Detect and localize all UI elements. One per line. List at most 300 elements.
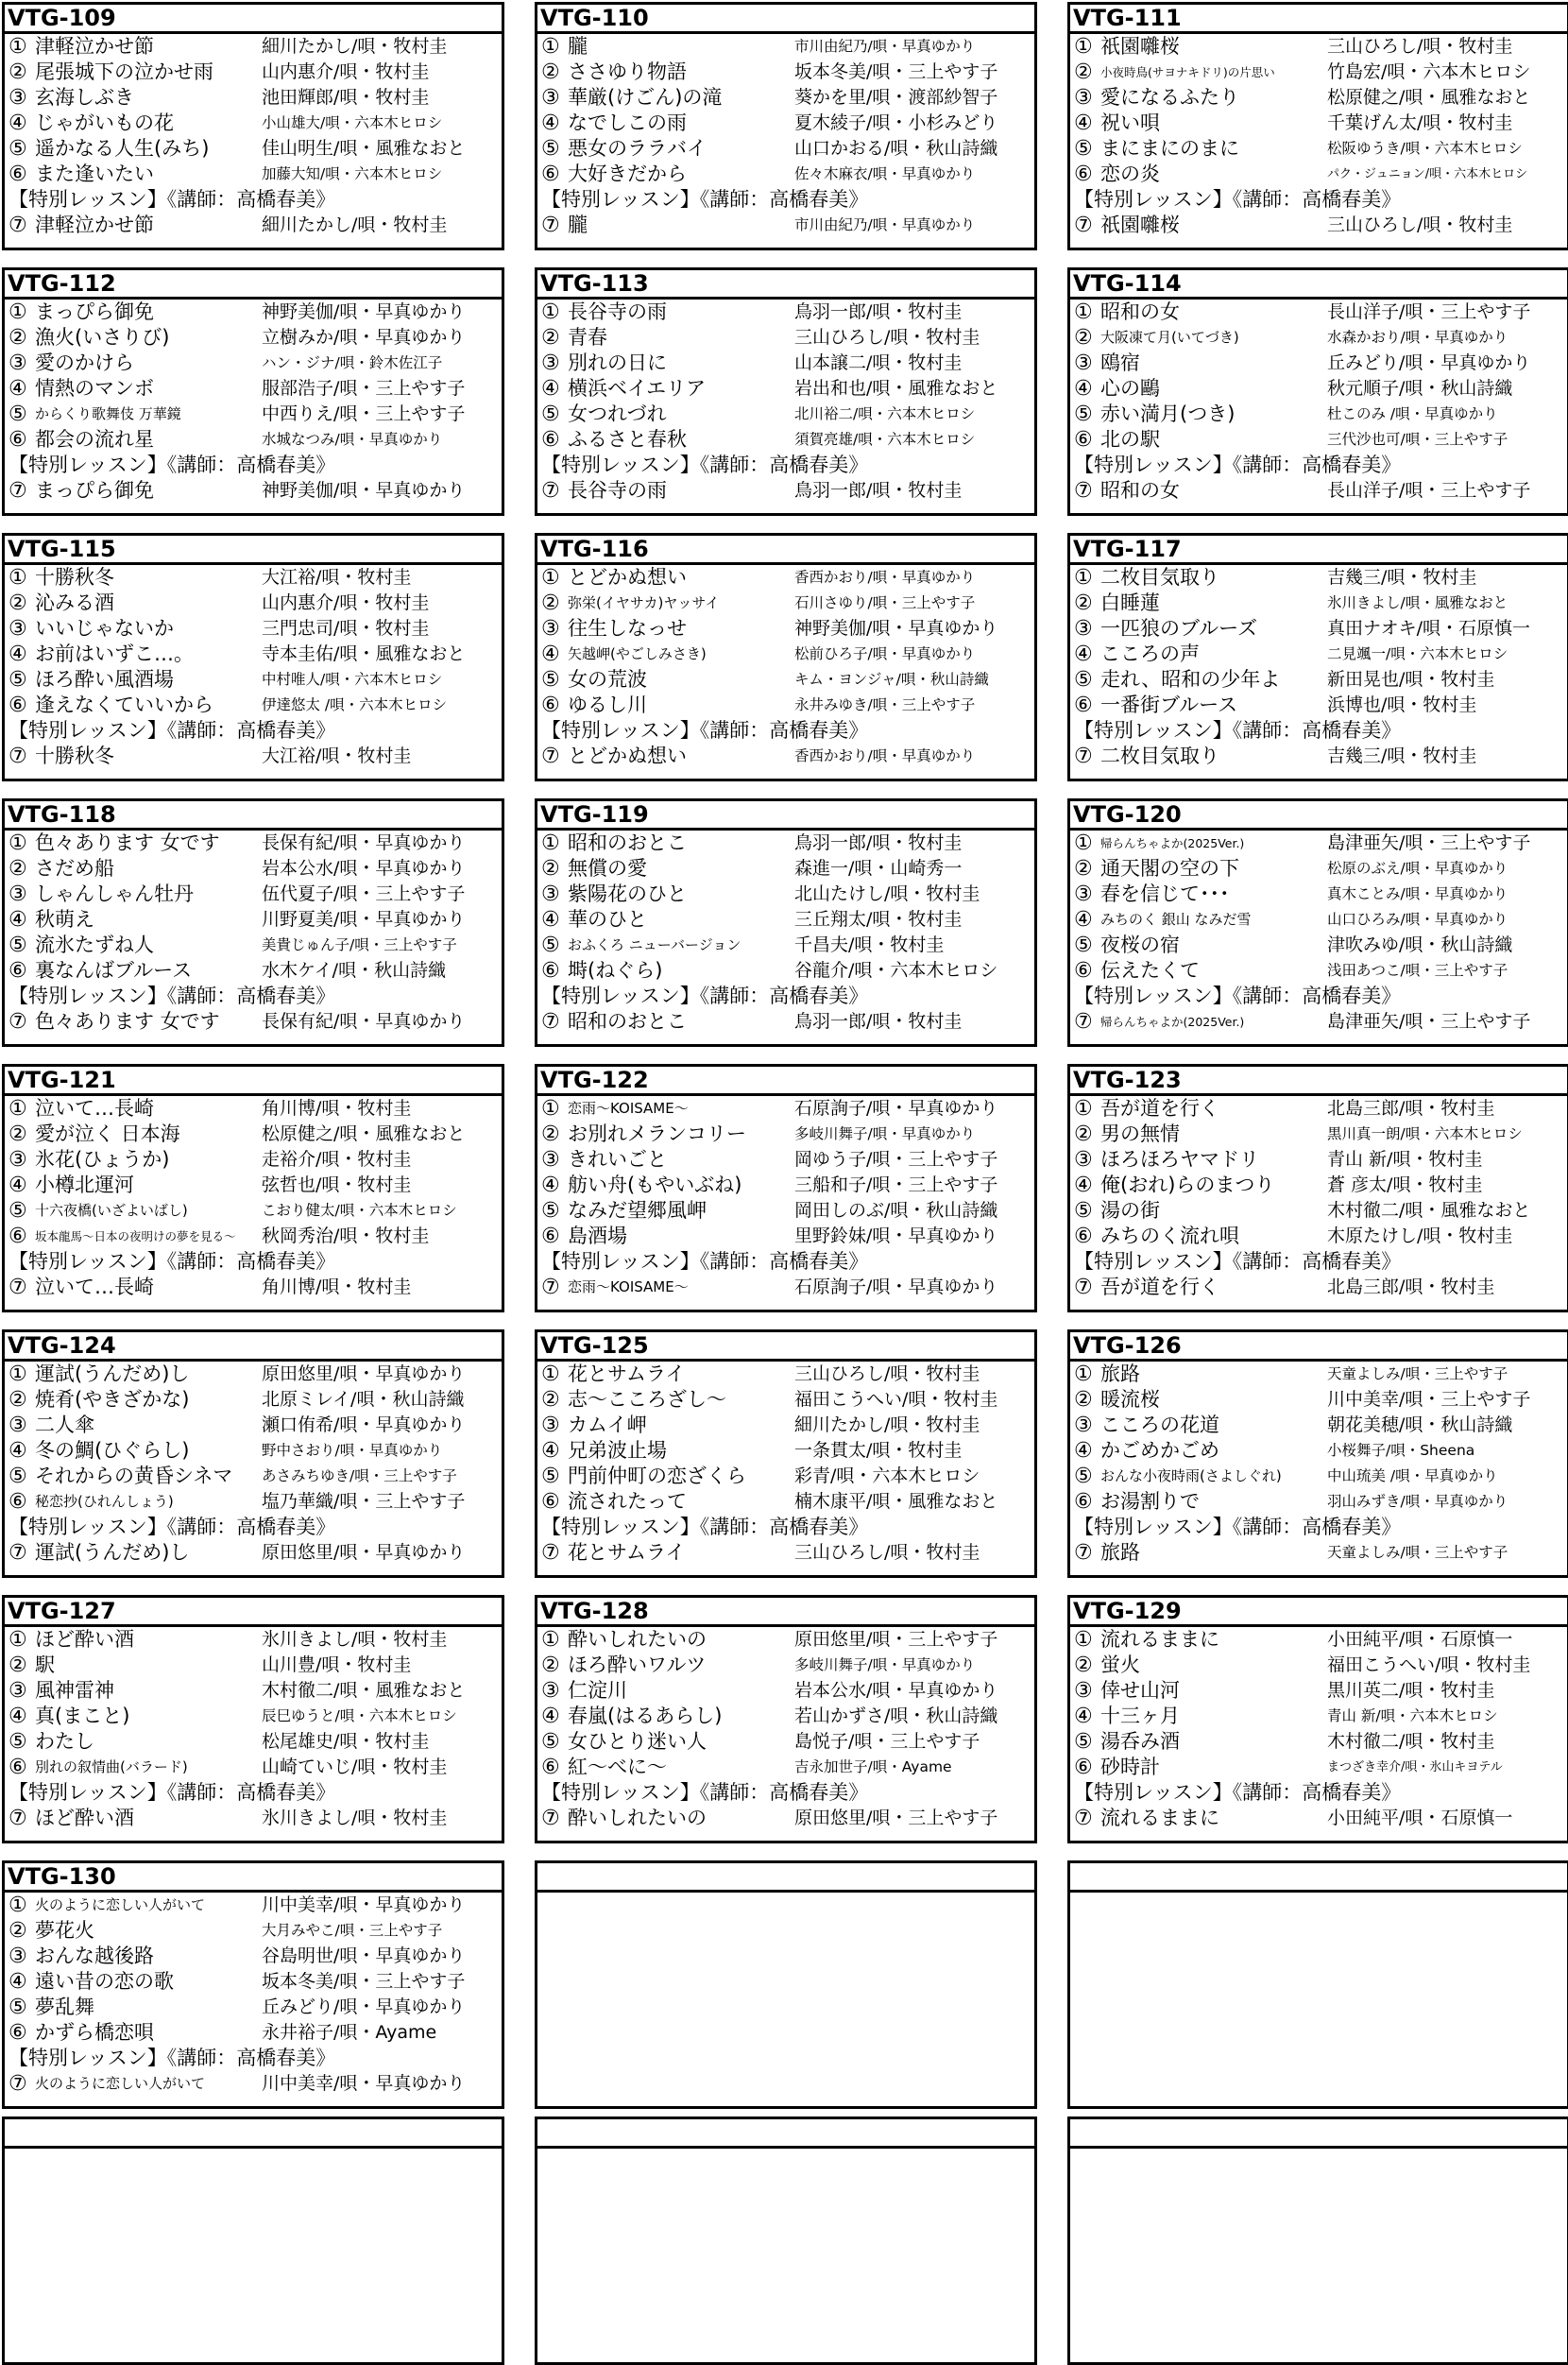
song-number: ① — [541, 1362, 560, 1386]
song-artist: 市川由紀乃/唄・早真ゆかり — [794, 216, 976, 233]
song-row — [1074, 1224, 1565, 1249]
song-artist: 浜博也/唄・牧村圭 — [1327, 694, 1477, 715]
song-title: 湯呑み酒 — [1100, 1730, 1180, 1753]
lesson-card — [2, 1860, 504, 2109]
song-title: かごめかごめ — [1100, 1439, 1219, 1462]
song-row — [9, 1173, 500, 1198]
song-title: 都会の流れ星 — [35, 428, 154, 451]
song-artist: 氷川きよし/唄・風雅なおと — [1327, 594, 1508, 611]
song-number: ③ — [541, 883, 560, 906]
song-artist: 角川博/唄・牧村圭 — [262, 1098, 412, 1119]
song-artist: 真木ことみ/唄・早真ゆかり — [1327, 885, 1508, 902]
special-lesson-note: 【特別レッスン】《講師：高橋春美》 — [1074, 1250, 1402, 1273]
song-number: ④ — [541, 377, 560, 401]
song-title: また逢いたい — [35, 163, 154, 185]
song-row — [1074, 933, 1565, 958]
lesson-card — [1067, 1064, 1568, 1312]
song-artist: 山本譲二/唄・牧村圭 — [794, 352, 963, 373]
lesson-card — [535, 1329, 1037, 1578]
song-number: ③ — [1074, 351, 1093, 375]
song-number: ⑤ — [1074, 1465, 1093, 1488]
song-artist: 夏木綾子/唄・小杉みどり — [794, 112, 998, 133]
card-code: VTG-125 — [537, 1332, 1034, 1362]
lesson-card — [535, 1595, 1037, 1843]
song-artist: 池田輝郎/唄・牧村圭 — [262, 87, 430, 108]
song-title: ほど酔い酒 — [35, 1628, 134, 1651]
song-number: ② — [9, 1123, 27, 1146]
song-row — [541, 300, 1032, 325]
song-number: ② — [9, 1388, 27, 1412]
song-row — [9, 1918, 500, 1944]
song-number: ③ — [541, 86, 560, 110]
song-number: ⑤ — [1074, 668, 1093, 692]
song-number: ⑥ — [541, 694, 560, 717]
song-row — [541, 1755, 1032, 1780]
song-artist: 坂本冬美/唄・三上やす子 — [794, 61, 998, 82]
song-row — [541, 1224, 1032, 1249]
special-lesson-note: 【特別レッスン】《講師：高橋春美》 — [541, 985, 869, 1007]
song-artist: 多岐川舞子/唄・早真ゆかり — [794, 1125, 976, 1142]
song-row — [1074, 1096, 1565, 1122]
song-title: まっぴら御免 — [35, 479, 154, 502]
song-number: ⑥ — [1074, 959, 1093, 983]
song-row — [1074, 958, 1565, 984]
song-title: 漁火(いさりび) — [35, 326, 170, 349]
song-artist: 松原のぶえ/唄・早真ゆかり — [1327, 860, 1508, 877]
song-number: ③ — [1074, 617, 1093, 641]
song-row — [541, 1729, 1032, 1755]
song-number: ⑦ — [1074, 1010, 1093, 1034]
lesson-card — [535, 798, 1037, 1047]
song-title: 愛になるふたり — [1100, 86, 1239, 109]
song-row — [541, 831, 1032, 856]
song-row — [541, 402, 1032, 427]
song-title: 十三ヶ月 — [1100, 1705, 1180, 1727]
song-artist: 原田悠里/唄・早真ゆかり — [262, 1363, 466, 1384]
song-title: こころの声 — [1100, 643, 1200, 665]
song-title: ほろほろヤマドリ — [1100, 1148, 1259, 1171]
song-row — [541, 616, 1032, 642]
song-artist: 蒼 彦太/唄・牧村圭 — [1327, 1174, 1483, 1195]
song-row — [9, 1464, 500, 1489]
song-row — [9, 300, 500, 325]
song-row — [9, 1198, 500, 1224]
song-title: 吾が道を行く — [1100, 1276, 1219, 1298]
song-artist: 青山 新/唄・牧村圭 — [1327, 1149, 1483, 1170]
song-title: 色々あります 女です — [35, 1010, 220, 1033]
special-lesson-note: 【特別レッスン】《講師：高橋春美》 — [1074, 1516, 1402, 1538]
song-artist: 伊達悠太 /唄・六本木ヒロシ — [262, 696, 448, 713]
song-title: おんな越後路 — [35, 1945, 154, 1967]
song-artist: 大江裕/唄・牧村圭 — [262, 745, 412, 766]
song-title: 尾張城下の泣かせ雨 — [35, 60, 213, 83]
song-artist: 原田悠里/唄・三上やす子 — [794, 1629, 998, 1650]
song-row — [9, 1729, 500, 1755]
song-list — [5, 831, 502, 1035]
song-artist: 中村唯人/唄・六本木ヒロシ — [262, 671, 443, 688]
song-title: 一匹狼のブルーズ — [1100, 617, 1258, 640]
song-artist: 谷島明世/唄・早真ゆかり — [262, 1945, 466, 1966]
song-number: ② — [9, 1654, 27, 1677]
lesson-song-row — [1074, 213, 1565, 238]
song-title: とどかぬ想い — [568, 566, 687, 589]
song-title: 流れるままに — [1100, 1807, 1219, 1829]
song-number: ④ — [9, 1439, 27, 1463]
song-title: じゃがいもの花 — [35, 111, 174, 134]
card-code: VTG-121 — [5, 1067, 502, 1096]
song-title: 秘恋抄(ひれんしょう) — [35, 1493, 174, 1510]
song-row — [541, 60, 1032, 85]
song-title: なでしこの雨 — [568, 111, 687, 134]
song-number: ⑤ — [541, 1199, 560, 1223]
song-number: ① — [1074, 35, 1093, 59]
song-artist: 浅田あつこ/唄・三上やす子 — [1327, 962, 1508, 979]
song-title: きれいごと — [568, 1148, 667, 1171]
song-artist: 永井裕子/唄・Ayame — [262, 2022, 437, 2043]
song-list — [5, 565, 502, 769]
card-code: VTG-124 — [5, 1332, 502, 1362]
song-row — [541, 351, 1032, 376]
song-artist: 長保有紀/唄・早真ゆかり — [262, 1011, 466, 1032]
song-title: 矢越岬(やごしみさき) — [568, 645, 707, 662]
song-artist: 松前ひろ子/唄・早真ゆかり — [794, 645, 976, 662]
special-lesson-note: 【特別レッスン】《講師：高橋春美》 — [1074, 719, 1402, 742]
song-number: ⑦ — [9, 479, 27, 503]
song-artist: 加藤大知/唄・六本木ヒロシ — [262, 165, 443, 182]
song-title: 小樽北運河 — [35, 1174, 134, 1196]
song-row — [1074, 136, 1565, 162]
song-row — [1074, 565, 1565, 591]
song-artist: 三代沙也可/唄・三上やす子 — [1327, 431, 1508, 448]
song-artist: 谷龍介/唄・六本木ヒロシ — [794, 960, 998, 981]
special-lesson-note: 【特別レッスン】《講師：高橋春美》 — [541, 719, 869, 742]
song-artist: 細川たかし/唄・牧村圭 — [262, 36, 448, 57]
song-number: ④ — [1074, 643, 1093, 666]
song-artist: 大江裕/唄・牧村圭 — [262, 567, 412, 588]
song-row — [541, 1387, 1032, 1413]
song-row — [1074, 591, 1565, 616]
song-title: 旅路 — [1100, 1541, 1140, 1564]
song-artist: 三丘翔太/唄・牧村圭 — [794, 909, 963, 930]
song-artist: 木原たけし/唄・牧村圭 — [1327, 1225, 1513, 1246]
song-title: 裏なんばブルース — [35, 959, 193, 982]
song-list — [5, 34, 502, 238]
song-number: ⑤ — [1074, 934, 1093, 957]
song-title: 昭和のおとこ — [568, 1010, 687, 1033]
song-number: ① — [1074, 300, 1093, 324]
song-artist: 朝花美穂/唄・秋山詩織 — [1327, 1414, 1513, 1435]
special-lesson-note: 【特別レッスン】《講師：高橋春美》 — [9, 1781, 336, 1804]
song-title: 小夜時鳥(サヨナキドリ)の片思い — [1100, 65, 1275, 79]
song-number: ④ — [541, 111, 560, 135]
lesson-card — [2, 2, 504, 250]
song-title: 女ひとり迷い人 — [568, 1730, 707, 1753]
song-title: 春嵐(はるあらし) — [568, 1705, 723, 1727]
song-number: ⑤ — [541, 668, 560, 692]
song-artist: 一条貫太/唄・牧村圭 — [794, 1440, 963, 1461]
song-title: まにまにのまに — [1100, 137, 1239, 160]
song-artist: 香西かおり/唄・早真ゆかり — [794, 569, 976, 586]
song-number: ⑦ — [1074, 1276, 1093, 1299]
song-artist: 石原詢子/唄・早真ゆかり — [794, 1277, 998, 1297]
song-title: 長谷寺の雨 — [568, 300, 667, 323]
song-title: 祝い唄 — [1100, 111, 1160, 134]
song-row — [1074, 402, 1565, 427]
song-number: ② — [541, 1388, 560, 1412]
song-title: 華厳(けごん)の滝 — [568, 86, 723, 109]
song-artist: 青山 新/唄・六本木ヒロシ — [1327, 1707, 1498, 1724]
song-title: 情熱のマンボ — [35, 377, 154, 400]
song-title: さだめ船 — [35, 857, 114, 880]
song-artist: 新田晃也/唄・牧村圭 — [1327, 669, 1495, 690]
special-lesson-note: 【特別レッスン】《講師：高橋春美》 — [9, 1516, 336, 1538]
song-row — [1074, 882, 1565, 907]
song-title: 大好きだから — [568, 163, 687, 185]
song-number: ④ — [9, 1970, 27, 1994]
lesson-song-row — [1074, 478, 1565, 504]
song-number: ④ — [1074, 111, 1093, 135]
song-artist: 秋元順子/唄・秋山詩織 — [1327, 378, 1513, 399]
song-artist: 水森かおり/唄・早真ゆかり — [1327, 329, 1508, 346]
song-artist: 川野夏美/唄・早真ゆかり — [262, 909, 466, 930]
lesson-song-row — [1074, 1009, 1565, 1035]
song-row — [9, 856, 500, 882]
song-artist: 角川博/唄・牧村圭 — [262, 1277, 412, 1297]
song-list — [1070, 1096, 1567, 1300]
song-list — [537, 34, 1034, 238]
song-number: ③ — [541, 1679, 560, 1703]
card-code: VTG-117 — [1070, 536, 1567, 565]
song-artist: あさみちゆき/唄・三上やす子 — [262, 1467, 457, 1484]
song-artist: 二見颯一/唄・六本木ヒロシ — [1327, 645, 1508, 662]
song-title: 通天閣の空の下 — [1100, 857, 1239, 880]
card-code — [1070, 2119, 1567, 2149]
song-title: 運試(うんだめ)し — [35, 1362, 190, 1385]
song-artist: 竹島宏/唄・六本木ヒロシ — [1327, 61, 1531, 82]
song-row — [1074, 60, 1565, 85]
song-number: ② — [1074, 1654, 1093, 1677]
song-title: 大阪凍て月(いてづき) — [1100, 329, 1239, 346]
song-artist: 細川たかし/唄・牧村圭 — [262, 214, 448, 235]
song-artist: 羽山みずき/唄・早真ゆかり — [1327, 1493, 1508, 1510]
song-artist: キム・ヨンジャ/唄・秋山詩織 — [794, 671, 989, 688]
lesson-card — [535, 267, 1037, 516]
song-row — [1074, 376, 1565, 402]
lesson-card — [535, 1064, 1037, 1312]
lesson-song-row — [9, 1540, 500, 1566]
song-row — [9, 1944, 500, 1969]
song-title: 北の駅 — [1100, 428, 1160, 451]
song-row — [541, 1198, 1032, 1224]
special-lesson-note: 【特別レッスン】《講師：高橋春美》 — [9, 719, 336, 742]
song-row — [9, 1653, 500, 1678]
song-number: ① — [541, 1097, 560, 1121]
song-title: 祇園囃桜 — [1100, 35, 1180, 58]
song-row — [1074, 907, 1565, 933]
song-row — [541, 1653, 1032, 1678]
song-artist: 氷川きよし/唄・牧村圭 — [262, 1629, 448, 1650]
song-number: ⑤ — [9, 1199, 27, 1223]
card-code: VTG-122 — [537, 1067, 1034, 1096]
song-artist: 北山たけし/唄・牧村圭 — [794, 883, 980, 904]
song-title: 冬の鯛(ひぐらし) — [35, 1439, 190, 1462]
song-number: ② — [541, 326, 560, 350]
song-title: 十勝秋冬 — [35, 566, 114, 589]
song-artist: 彩青/唄・六本木ヒロシ — [794, 1465, 980, 1486]
song-number: ③ — [1074, 883, 1093, 906]
song-artist: 香西かおり/唄・早真ゆかり — [794, 747, 976, 764]
song-artist: 坂本冬美/唄・三上やす子 — [262, 1971, 466, 1992]
song-title: 津軽泣かせ節 — [35, 214, 154, 236]
song-row — [9, 136, 500, 162]
song-list — [1070, 831, 1567, 1035]
song-number: ① — [541, 831, 560, 855]
song-artist: 水城なつみ/唄・早真ゆかり — [262, 431, 443, 448]
lesson-card — [2, 1064, 504, 1312]
song-row — [1074, 85, 1565, 111]
song-row — [9, 351, 500, 376]
song-artist: 中山琉美 /唄・早真ゆかり — [1327, 1467, 1498, 1484]
song-title: 花とサムライ — [568, 1541, 686, 1564]
song-title: 夢花火 — [35, 1919, 94, 1942]
song-artist: 多岐川舞子/唄・早真ゆかり — [794, 1656, 976, 1673]
lesson-card — [2, 798, 504, 1047]
song-number: ① — [1074, 566, 1093, 590]
song-row — [541, 1147, 1032, 1173]
card-code: VTG-128 — [537, 1598, 1034, 1627]
song-number: ① — [9, 831, 27, 855]
song-number: ⑥ — [541, 1756, 560, 1779]
card-code: VTG-114 — [1070, 270, 1567, 300]
song-row — [541, 591, 1032, 616]
song-number: ④ — [1074, 377, 1093, 401]
song-artist: 木村徹二/唄・牧村圭 — [1327, 1731, 1495, 1752]
song-row — [541, 667, 1032, 693]
card-code: VTG-130 — [5, 1863, 502, 1893]
special-lesson-note: 【特別レッスン】《講師：高橋春美》 — [9, 1250, 336, 1273]
song-number: ③ — [1074, 86, 1093, 110]
special-lesson-note: 【特別レッスン】《講師：高橋春美》 — [9, 2047, 336, 2069]
song-number: ② — [1074, 326, 1093, 350]
song-number: ④ — [1074, 908, 1093, 932]
card-code: VTG-110 — [537, 5, 1034, 34]
song-artist: こおり健太/唄・六本木ヒロシ — [262, 1202, 457, 1219]
song-artist: 三山ひろし/唄・牧村圭 — [794, 1363, 980, 1384]
lesson-song-row — [9, 478, 500, 504]
song-artist: 市川由紀乃/唄・早真ゆかり — [794, 38, 976, 55]
song-number: ② — [541, 1654, 560, 1677]
song-artist: 天童よしみ/唄・三上やす子 — [1327, 1365, 1508, 1382]
song-row — [541, 933, 1032, 958]
song-title: 祇園囃桜 — [1100, 214, 1180, 236]
song-number: ② — [9, 1919, 27, 1943]
song-list — [5, 300, 502, 504]
song-title: カムイ岬 — [568, 1414, 647, 1436]
song-number: ⑤ — [541, 1730, 560, 1754]
song-title: 朧 — [568, 214, 588, 236]
song-number: ④ — [9, 908, 27, 932]
song-title: 運試(うんだめ)し — [35, 1541, 190, 1564]
empty-card — [535, 2117, 1037, 2365]
song-row — [541, 856, 1032, 882]
song-number: ⑥ — [541, 959, 560, 983]
song-row — [1074, 1627, 1565, 1653]
song-artist: 三山ひろし/唄・牧村圭 — [794, 327, 980, 348]
song-title: まっぴら御免 — [35, 300, 154, 323]
song-number: ⑦ — [1074, 1807, 1093, 1830]
song-number: ③ — [541, 1148, 560, 1172]
song-row — [541, 1704, 1032, 1729]
song-title: 二枚目気取り — [1100, 566, 1219, 589]
song-row — [9, 1627, 500, 1653]
song-title: 昭和の女 — [1100, 479, 1180, 502]
song-title: 赤い満月(つき) — [1100, 403, 1236, 425]
lesson-song-row — [9, 2071, 500, 2097]
song-title: 氷花(ひょうか) — [35, 1148, 170, 1171]
song-artist: 服部浩子/唄・三上やす子 — [262, 378, 466, 399]
song-number: ④ — [541, 1439, 560, 1463]
song-row — [9, 1678, 500, 1704]
song-row — [1074, 1173, 1565, 1198]
special-lesson-note: 【特別レッスン】《講師：高橋春美》 — [1074, 1781, 1402, 1804]
song-artist: 長山洋子/唄・三上やす子 — [1327, 301, 1531, 322]
card-code: VTG-127 — [5, 1598, 502, 1627]
song-artist: 水木ケイ/唄・秋山詩織 — [262, 960, 447, 981]
song-row — [9, 616, 500, 642]
song-number: ② — [1074, 60, 1093, 84]
song-number: ⑤ — [1074, 1199, 1093, 1223]
song-row — [9, 427, 500, 453]
song-title: 白睡蓮 — [1100, 591, 1160, 614]
song-number: ④ — [1074, 1174, 1093, 1197]
song-title: 夢乱舞 — [35, 1996, 94, 2018]
song-row — [9, 1224, 500, 1249]
lesson-song-row — [1074, 1540, 1565, 1566]
song-row — [9, 882, 500, 907]
song-number: ⑥ — [9, 428, 27, 452]
song-row — [1074, 1387, 1565, 1413]
song-title: 別れの日に — [568, 351, 667, 374]
song-title: それからの黄昏シネマ — [35, 1465, 233, 1487]
special-lesson-note: 【特別レッスン】《講師：高橋春美》 — [9, 454, 336, 476]
song-artist: 辰巳ゆうと/唄・六本木ヒロシ — [262, 1707, 457, 1724]
song-row — [1074, 1704, 1565, 1729]
song-artist: 川中美幸/唄・早真ゆかり — [262, 2073, 466, 2094]
song-title: お湯割りで — [1100, 1490, 1200, 1513]
song-artist: 吉永加世子/唄・Ayame — [794, 1758, 952, 1775]
song-title: 酔いしれたいの — [568, 1628, 707, 1651]
song-number: ① — [9, 566, 27, 590]
song-title: 門前仲町の恋ざくら — [568, 1465, 746, 1487]
song-artist: 川中美幸/唄・三上やす子 — [1327, 1389, 1531, 1410]
song-artist: 岡ゆう子/唄・三上やす子 — [794, 1149, 998, 1170]
song-artist: 黒川真一朗/唄・六本木ヒロシ — [1327, 1125, 1523, 1142]
song-number: ⑦ — [9, 1807, 27, 1830]
lesson-song-row — [541, 744, 1032, 769]
song-artist: 楠木康平/唄・風雅なおと — [794, 1491, 998, 1512]
song-row — [541, 1438, 1032, 1464]
song-artist: 美貴じゅん子/唄・三上やす子 — [262, 936, 457, 953]
song-artist: 神野美伽/唄・早真ゆかり — [262, 480, 466, 501]
song-title: 倖せ山河 — [1100, 1679, 1180, 1702]
song-artist: 丘みどり/唄・早真ゆかり — [262, 1997, 466, 2017]
song-row — [541, 693, 1032, 718]
song-artist: 千昌夫/唄・牧村圭 — [794, 934, 945, 955]
song-artist: 原田悠里/唄・三上やす子 — [794, 1808, 998, 1828]
song-number: ④ — [541, 908, 560, 932]
song-row — [541, 325, 1032, 351]
song-number: ⑦ — [541, 1541, 560, 1565]
